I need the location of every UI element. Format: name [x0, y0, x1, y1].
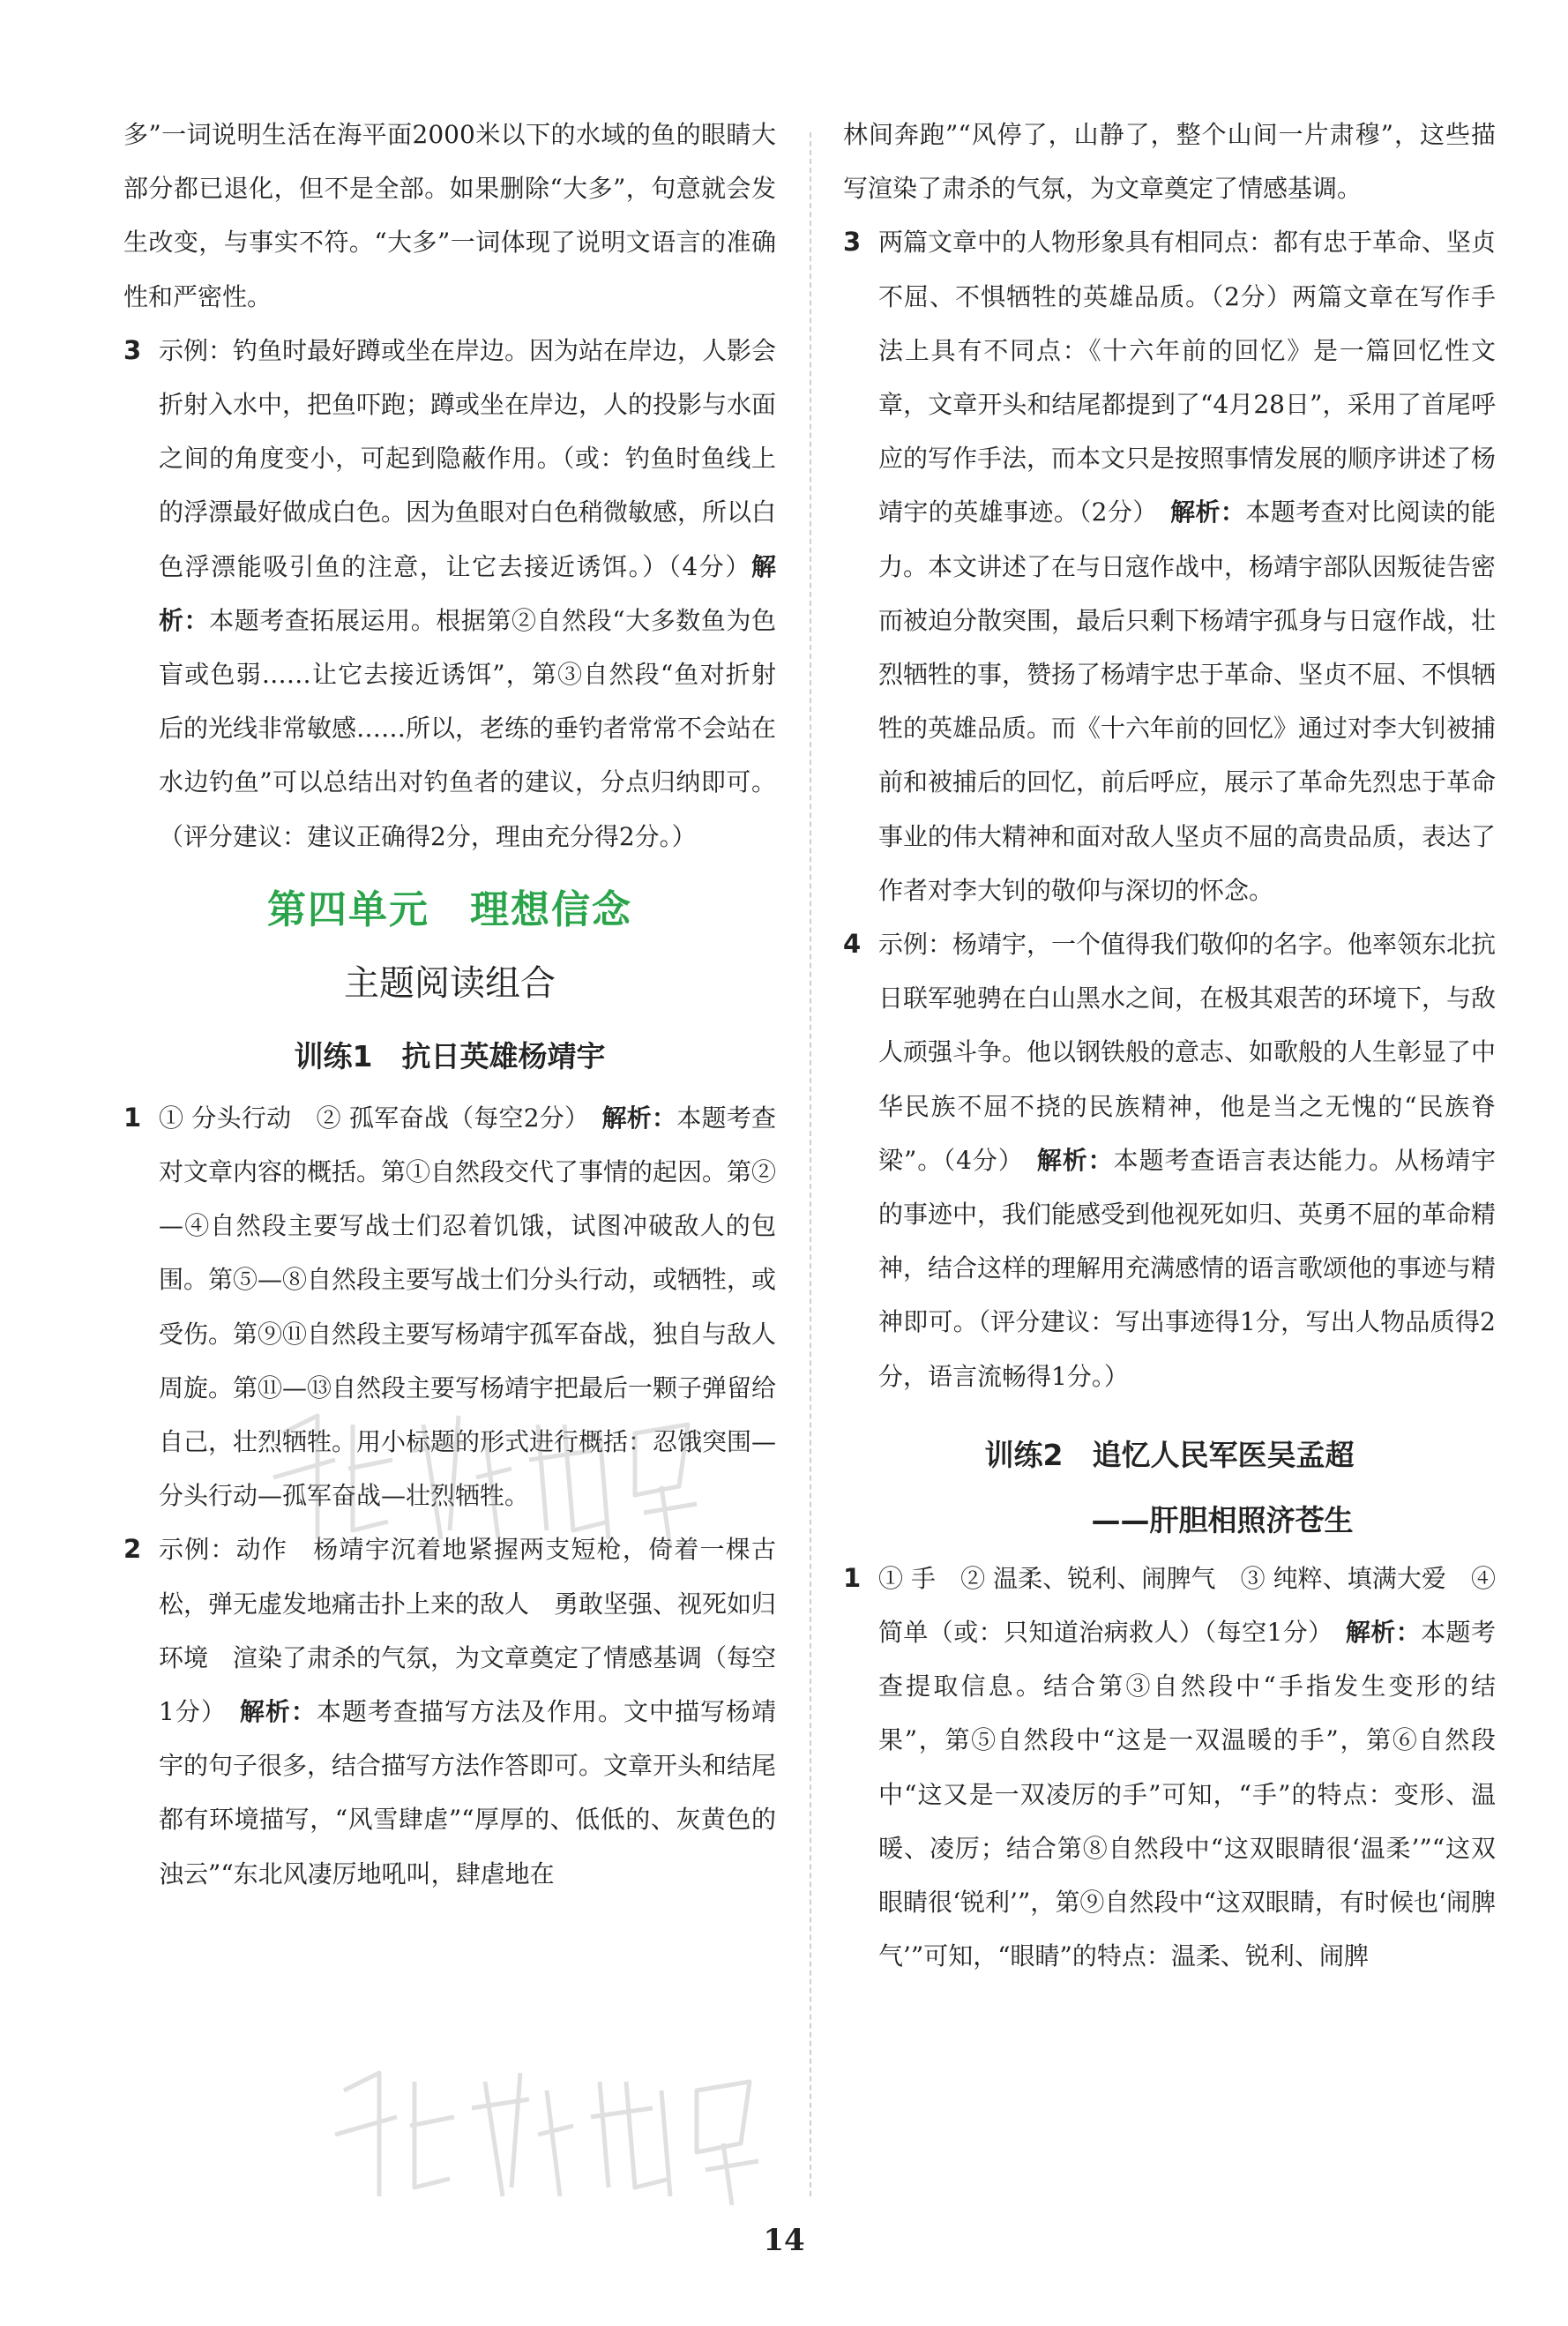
answer-item-3 [123, 324, 776, 864]
analysis-text: 本题考查描写方法及作用。文中描写杨靖宇的句子很多，结合描写方法作答即可。文章开头和结尾都有环境描写，“风雪肆虐”“厚厚的、低低的、灰黄色的浊云”“东北风凄厉地吼叫，肆虐地在 [159, 1697, 777, 1888]
column-divider [810, 132, 811, 2196]
answer-text: ① 手 ② 温柔、锐利、闹脾气 ③ 纯粹、填满大爱 ④ 简单（或：只知道治病救人）（每空1分） [878, 1563, 1496, 1648]
analysis-label: 解析： [1170, 497, 1246, 527]
answer-item-1 [123, 1091, 776, 1523]
answer-item-4 [843, 917, 1496, 1403]
analysis-text: 本题考查提取信息。结合第③自然段中“手指发生变形的结果”，第⑤自然段中“这是一双温暖的手”，第⑥自然段中“这又是一双凌厉的手”可知，“手”的特点：变形、温暖、凌厉；结合第⑧自然段中“这双眼睛很‘温柔’”“这双眼睛很‘锐利’”，第⑨自然段中“这双眼睛，有时候也‘闹脾气’”可知，“眼睛”的特点：温柔、锐利、闹脾 [878, 1618, 1496, 1971]
item-number: 3 [843, 227, 862, 258]
left-column [123, 108, 802, 1901]
analysis-label: 解析： [1036, 1145, 1114, 1175]
unit-title: 第四单元 理想信念 [267, 886, 632, 932]
analysis-label: 解析： [1345, 1618, 1422, 1648]
training-1-title: 训练1 抗日英雄杨靖宇 [294, 1038, 606, 1073]
page-number: 14 [763, 2223, 805, 2258]
analysis-label: 解析： [601, 1103, 677, 1133]
answer-text: 两篇文章中的人物形象具有相同点：都有忠于革命、坚贞不屈、不惧牺牲的英雄品质。（2分）两篇文章在写作手法上具有不同点：《十六年前的回忆》是一篇回忆性文章，文章开头和结尾都提到了“4月28日”，采用了首尾呼应的写作手法，而本文只是按照事情发展的顺序讲述了杨靖宇的英雄事迹。（2分） [878, 228, 1497, 527]
analysis-label: 解析： [159, 551, 776, 635]
right-column [843, 108, 1496, 1984]
analysis-label: 解析： [239, 1697, 317, 1727]
answer-text: 示例：钓鱼时最好蹲或坐在岸边。因为站在岸边，人影会折射入水中，把鱼吓跑；蹲或坐在岸边，人的投影与水面之间的角度变小，可起到隐蔽作用。（或：钓鱼时鱼线上的浮漂最好做成白色。因为鱼眼对白色稍微敏感，所以白色浮漂能吸引鱼的注意，让它去接近诱饵。）（4分） [159, 335, 777, 581]
theme-title: 主题阅读组合 [344, 962, 556, 1004]
training-2-subtitle: ——肝胆相照济苍生 [1091, 1502, 1354, 1537]
answer-text: ① 分头行动 ② 孤军奋战（每空2分） [159, 1103, 578, 1133]
item-number: 4 [843, 929, 862, 960]
analysis-text: 本题考查对比阅读的能力。本文讲述了在与日寇作战中，杨靖宇部队因叛徒告密而被迫分散突围，最后只剩下杨靖宇孤身与日寇作战，壮烈牺牲的事，赞扬了杨靖宇忠于革命、坚贞不屈、不惧牺牲的英雄品质。而《十六年前的回忆》通过对李大钊被捕前和被捕后的回忆，前后呼应，展示了革命先烈忠于革命事业的伟大精神和面对敌人坚贞不屈的高贵品质，表达了作者对李大钊的敬仰与深切的怀念。 [878, 497, 1497, 905]
analysis-text: 本题考查拓展运用。根据第②自然段“大多数鱼为色盲或色弱……让它去接近诱饵”，第③自然段“鱼对折射后的光线非常敏感……所以，老练的垂钓者常常不会站在水边钓鱼”可以总结出对钓鱼者的建议，分点归纳即可。（评分建议：建议正确得2分，理由充分得2分。） [159, 605, 777, 851]
item-number: 3 [123, 334, 142, 365]
continuation-paragraph: 林间奔跑”“风停了，山静了，整个山间一片肃穆”，这些描写渲染了肃杀的气氛，为文章奠定了情感基调。 [843, 120, 1496, 204]
item-number: 2 [123, 1534, 142, 1565]
answer-text: 示例：杨靖宇，一个值得我们敬仰的名字。他率领东北抗日联军驰骋在白山黑水之间，在极其艰苦的环境下，与敌人顽强斗争。他以钢铁般的意志、如歌般的人生彰显了中华民族不屈不挠的民族精神，他是当之无愧的“民族脊梁”。（4分） [878, 930, 1497, 1175]
answer-item-2 [123, 1522, 802, 1900]
answer-item-1-right [843, 1552, 1496, 1984]
watermark-logo [317, 2055, 776, 2214]
continuation-paragraph: 多”一词说明生活在海平面2000米以下的水域的鱼的眼睛大部分都已退化，但不是全部。如果删除“大多”，句意就会发生改变，与事实不符。“大多”一词体现了说明文语言的准确性和严密性。 [123, 120, 776, 311]
training-2-title: 训练2 追忆人民军医吴孟超 [984, 1437, 1355, 1472]
answer-text: 示例：动作 杨靖宇沉着地紧握两支短枪，倚着一棵古松，弹无虚发地痛击扑上来的敌人 勇敢坚强、视死如归 环境 渲染了肃杀的气氛，为文章奠定了情感基调（每空1分） [159, 1535, 802, 1727]
answer-item-3-right [843, 215, 1496, 917]
analysis-text: 本题考查语言表达能力。从杨靖宇的事迹中，我们能感受到他视死如归、英勇不屈的革命精神，结合这样的理解用充满感情的语言歌颂他的事迹与精神即可。（评分建议：写出事迹得1分，写出人物品质得2分，语言流畅得1分。） [878, 1145, 1497, 1391]
item-number: 1 [843, 1562, 862, 1593]
item-number: 1 [123, 1102, 142, 1133]
analysis-text: 本题考查对文章内容的概括。第①自然段交代了事情的起因。第②—④自然段主要写战士们忍着饥饿，试图冲破敌人的包围。第⑤—⑧自然段主要写战士们分头行动，或牺牲，或受伤。第⑨⑪自然段主要写杨靖宇孤军奋战，独自与敌人周旋。第⑪—⑬自然段主要写杨靖宇把最后一颗子弹留给自己，壮烈牺牲。用小标题的形式进行概括：忍饿突围—分头行动—孤军奋战—壮烈牺牲。 [159, 1103, 777, 1511]
